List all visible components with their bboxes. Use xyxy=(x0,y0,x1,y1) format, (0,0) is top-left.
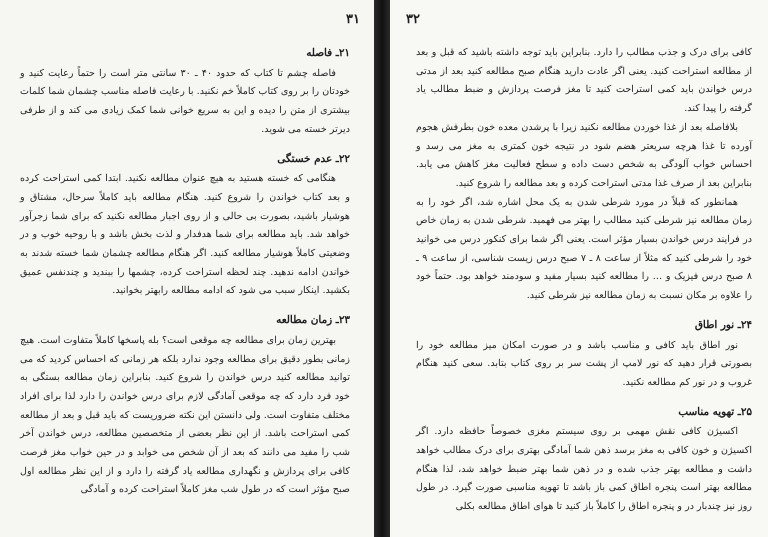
page-number: ۳۱ xyxy=(346,12,360,27)
section-heading: ۲۱ـ فاصله xyxy=(306,47,350,59)
text-column xyxy=(20,44,350,500)
paragraph: هنگامی که خسته هستید به هیچ عنوان مطالعه نکنید. ابتدا کمی استراحت کرده و بعد کتاب خواندن را شروع کنید. هنگام مطالعه باید کاملاً سرحال، مشتاق و هوشیار باشید، بصورت بی حالی و از روی اجبار مطالعه نکنید که برای شما زجرآور خواهد شد. باید مطالعه برای شما هدفدار و لذت بخش باشد و با روحیه خوب و در وضعیتی کاملاً هوشیار مطالعه کنید. اگر هنگام مطالعه چشمان شما خسته شدند به خواندن ادامه ندهید. چند لحظه استراحت کرده، چشمها را ببندید و چندنفس عمیق بکشید. اینکار سبب می شود که ادامه مطالعه رابهتر بخوانید. xyxy=(20,173,350,297)
paragraph: نور اطاق باید کافی و مناسب باشد و در صورت امکان میز مطالعه خود را بصورتی قرار دهید که نور لامپ از پشت سر بر روی کتاب بتابد. سعی کنید هنگام غروب و در نور کم مطالعه نکنید. xyxy=(416,339,752,388)
section-heading: ۲۵ـ تهویه مناسب xyxy=(678,405,752,418)
paragraph: اکسیژن کافی نقش مهمی بر روی سیستم مغزی خصوصاً حافظه دارد. اگر اکسیژن و خون کافی به مغز برسد ذهن شما آمادگی بهتری برای درک مطالب خواهد داشت و مطالعه بهتر جذب شده و در ذهن شما بهتر ضبط خواهد شد، لذا هنگام مطالعه بهتر است پنجره اطاق کمی باز باشد تا تهویه مناسبی صورت گیرد. در طول روز نیز چندبار در و پنجره اطاق را کاملاً باز کنید تا هوای اطاق مطالعه بکلی xyxy=(416,426,752,513)
section-heading: ۲۴ـ نور اطاق xyxy=(694,318,752,331)
section-heading: ۲۲ـ عدم خستگی xyxy=(277,152,350,165)
section-heading: ۲۳ـ زمان مطالعه xyxy=(276,314,350,327)
page-number: ۳۲ xyxy=(406,12,420,27)
book-gutter xyxy=(374,0,390,537)
text-column xyxy=(416,44,752,517)
paragraph: کافی برای درک و جذب مطالب را دارد. بنابراین باید توجه داشته باشید که قبل و بعد از مطالعه استراحت کنید. یعنی اگر عادت دارید هنگام صبح مطالعه کنید بعد از مدتی درس خواندن باید کمی استراحت کنید تا مغز فرصت پردازش و ضبط مطالب یاد گرفته را پیدا کند. xyxy=(416,47,752,115)
paragraph: بهترین زمان برای مطالعه چه موقعی است؟ بله پاسخها کاملاً متفاوت است. هیچ زمانی بطور دقیق برای مطالعه وجود ندارد بلکه هر زمانی که احساس کردید که می توانید مطالعه کنید درس خواندن را شروع کنید. بنابراین زمان مطالعه بستگی به خود فرد دارد که چه موقعی آمادگی لازم برای درس خواندن را دارد لذا برای افراد مختلف متفاوت است. ولی دانستن این نکته ضروریست که باید قبل و بعد از مطالعه کمی استراحت باشد. از این نظر بعضی از متخصصین مطالعه، درس خواندن آخر شب را مفید می دانند که بعد از آن شخص می خوابد و در حین خواب مغز فرصت کافی برای پردازش و نگهداری مطالعه یاد گرفته را دارد و از این نظر مطالعه اول صبح مؤثر است که در طول شب مغز کاملاً استراحت کرده و آمادگی xyxy=(20,334,350,496)
right-page xyxy=(390,0,768,537)
paragraph: همانطور که قبلاً در مورد شرطی شدن به یک محل اشاره شد، اگر خود را به زمان مطالعه نیز شرطی کنید مطالب را بهتر می فهمید. شرطی شدن به زمان خاص در فرایند درس خواندن بسیار مؤثر است. یعنی اگر شما برای کنکور درس می خوانید خود را شرطی کنید که مثلاً از ساعت ۸ ـ ۷ صبح درس زیست شناسی، از ساعت ۹ ـ ۸ صبح درس فیزیک و … را مطالعه کنید بسیار مفید و سودمند خواهد بود. حتماً خود را علاوه بر مکان نسبت به زمان مطالعه نیز شرطی کنید. xyxy=(416,196,752,302)
left-page xyxy=(0,0,374,537)
paragraph: بلافاصله بعد از غذا خوردن مطالعه نکنید زیرا با پرشدن معده خون بطرفش هجوم آورده تا غذا هرچه سریعتر هضم شود در نتیجه خون کمتری به مغز می رسد و احساس خواب آلودگی به شخص دست داده و سطح فعالیت مغز کاهش می یابد. بنابراین بعد از صرف غذا مدتی استراحت کرده و بعد مطالعه را شروع کنید. xyxy=(416,121,752,189)
paragraph: فاصله چشم تا کتاب که حدود ۴۰ ـ ۳۰ سانتی متر است را حتماً رعایت کنید و خودتان را بر روی کتاب کاملاً خم نکنید. با رعایت فاصله مناسب چشمان شما کلمات بیشتری از متن را دیده و این به سریع خوانی شما کمک زیادی می کند و از طرفی دیرتر خسته می شوید. xyxy=(20,67,350,135)
